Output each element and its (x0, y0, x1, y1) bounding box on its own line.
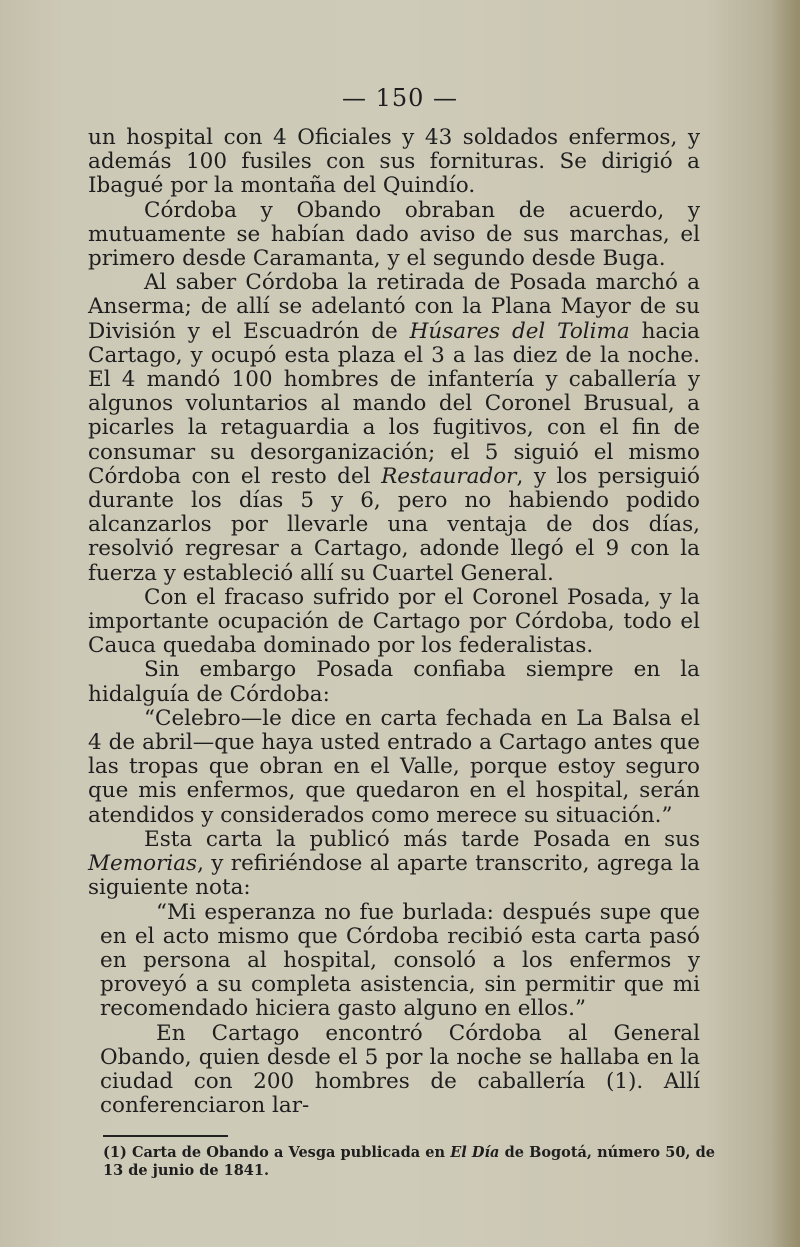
paragraph-3-text-b: hacia Cartago, y ocupó esta plaza el 3 a las diez de la noche. El 4 mandó 100 hombres de infantería y caballería y algunos voluntarios al mando del Coronel Brusual, a picarles la retaguardia a los fugitivos, con el fin de consumar su desorganización; el 5 siguió el mismo Córdoba con el resto del (88, 318, 700, 489)
paragraph-7-text-b: , y refiriéndose al aparte transcrito, agrega la siguiente nota: (88, 851, 700, 901)
quote-2-block (88, 901, 700, 1022)
quote-2: “Mi esperanza no fue burlada: después supe que en el acto mismo que Córdoba recibió esta carta pasó en persona al hospital, consoló a los enfermos y proveyó a su completa asistencia, sin permitir que mi recomendado hiciera gasto alguno en ellos.” (100, 899, 700, 1022)
paragraph-9: En Cartago encontró Córdoba al General Obando, quien desde el 5 por la noche se hallaba en la ciudad con 200 hombres de caballería (1). Allí conferenciaron lar- (100, 1020, 700, 1119)
body-text (88, 126, 700, 1118)
paragraph-2: Córdoba y Obando obraban de acuerdo, y mutuamente se habían dado aviso de sus marchas, el primero desde Caramanta, y el segundo desde Buga. (88, 197, 700, 272)
page-number: — 150 — (341, 84, 459, 112)
memorias-italic: Memorias (88, 851, 198, 877)
paragraph-3 (88, 271, 700, 586)
paragraph-1: un hospital con 4 Oficiales y 43 soldados enfermos, y además 100 fusiles con sus fornituras. Se dirigió a Ibagué por la montaña del Quindío. (88, 125, 700, 199)
footnote-text (103, 1144, 715, 1180)
paragraph-5: Sin embargo Posada confiaba siempre en la hidalguía de Córdoba: (88, 657, 700, 707)
el-dia-italic: El Día (450, 1144, 500, 1161)
paragraph-9-block (88, 1022, 700, 1119)
footnote-text-b: de Bogotá, número 50, de 13 de junio de 1841. (103, 1144, 715, 1179)
quote-1: “Celebro—le dice en carta fechada en La Balsa el 4 de abril—que haya usted entrado a Cartago antes que las tropas que obran en el Valle, porque estoy seguro que mis enfermos, que quedaron en el hospital, serán atendidos y considerados como merece su situación.” (88, 705, 700, 828)
paragraph-3-text-c: , y los persiguió durante los días 5 y 6, pero no habiendo podido alcanzarlos por llevarle una ventaja de dos días, resolvió regresar a Cartago, adonde llegó el 9 con la fuerza y estableció allí su Cuartel General. (88, 463, 700, 586)
footnote-text-a: (1) Carta de Obando a Vesga publicada en (103, 1144, 451, 1161)
husares-italic: Húsares del Tolima (409, 318, 630, 344)
footnote (103, 1144, 715, 1180)
restaurador-italic: Restaurador (381, 463, 517, 489)
footnote-divider (103, 1135, 228, 1137)
paragraph-4: Con el fracaso sufrido por el Coronel Posada, y la importante ocupación de Cartago por Córdoba, todo el Cauca quedaba dominado por los federalistas. (88, 584, 700, 659)
paragraph-7-text-a: Esta carta la publicó más tarde Posada en sus (144, 826, 700, 852)
paragraph-7 (88, 828, 700, 901)
page-edge-shadow (772, 0, 800, 1247)
paragraph-3-text-a: Al saber Córdoba la retirada de Posada marchó a Anserma; de allí se adelantó con la Plana Mayor de su División y el Escuadrón de (88, 270, 700, 344)
